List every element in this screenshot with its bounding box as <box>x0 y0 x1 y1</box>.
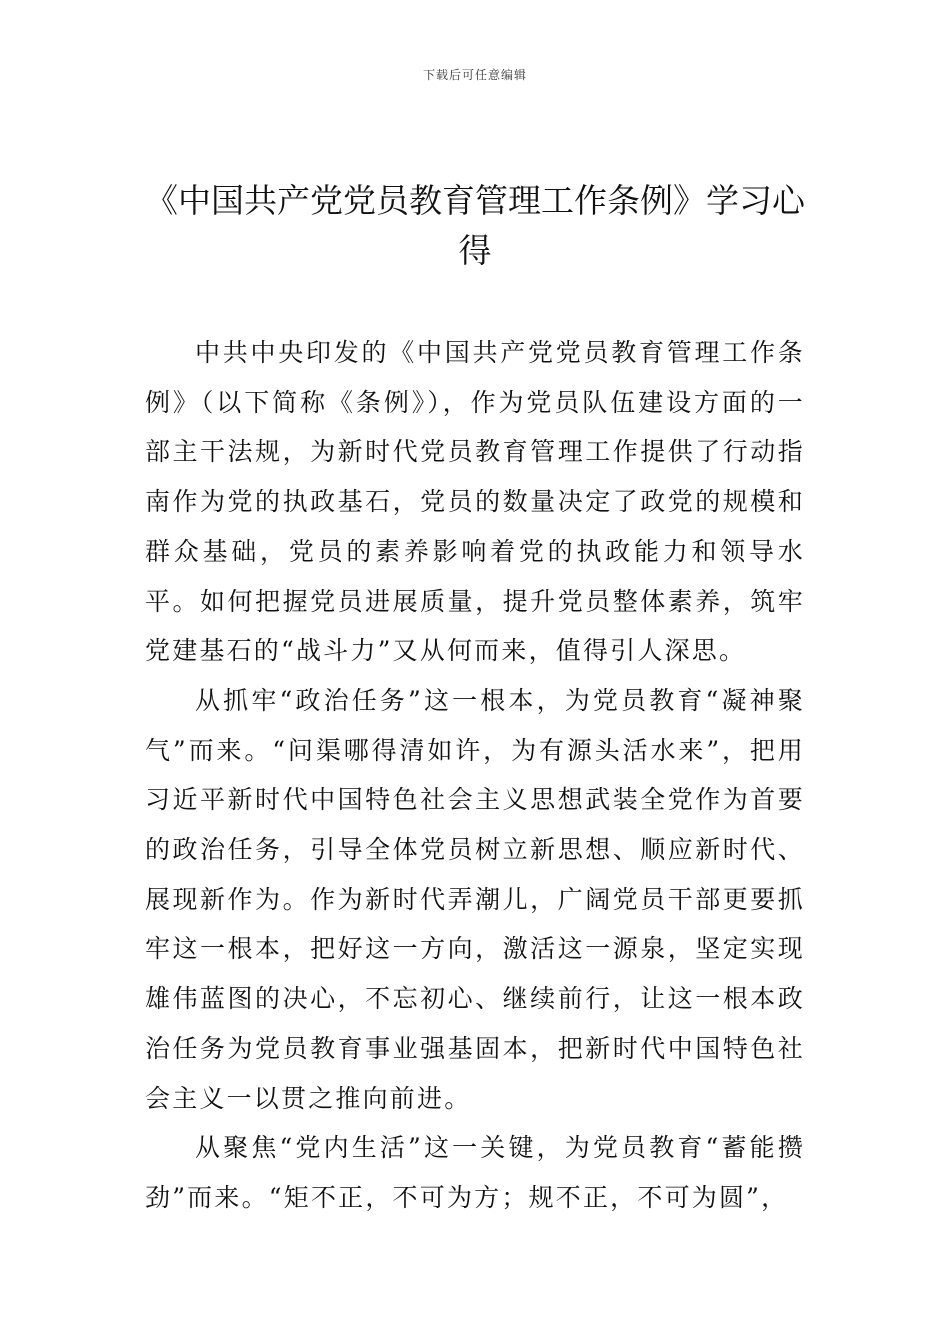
paragraph-1: 中共中央印发的《中国共产党党员教育管理工作条例》（以下简称《条例》），作为党员队伍建设方面的一部主干法规，为新时代党员教育管理工作提供了行动指南作为党的执政基石，党员的数量决定了政党的规模和群众基础，党员的素养影响着党的执政能力和领导水平。如何把握党员进展质量，提升党员整体素养，筑牢党建基石的“战斗力”又从何而来，值得引人深思。 <box>145 338 805 666</box>
paragraph-3: 从聚焦“党内生活”这一关键，为党员教育“蓄能攒劲”而来。“矩不正，不可为方；规不正，不可为圆”， <box>145 1133 805 1212</box>
document-title: 《中国共产党党员教育管理工作条例》学习心得 <box>145 181 805 270</box>
document-body <box>145 328 805 1223</box>
paragraph-2: 从抓牢“政治任务”这一根本，为党员教育“凝神聚气”而来。“问渠哪得清如许，为有源头活水来”，把用习近平新时代中国特色社会主义思想武装全党作为首要的政治任务，引导全体党员树立新思想、顺应新时代、展现新作为。作为新时代弄潮儿，广阔党员干部更要抓牢这一根本，把好这一方向，激活这一源泉，坚定实现雄伟蓝图的决心，不忘初心、继续前行，让这一根本政治任务为党员教育事业强基固本，把新时代中国特色社会主义一以贯之推向前进。 <box>145 685 805 1113</box>
header-note: 下载后可任意编辑 <box>422 68 527 82</box>
